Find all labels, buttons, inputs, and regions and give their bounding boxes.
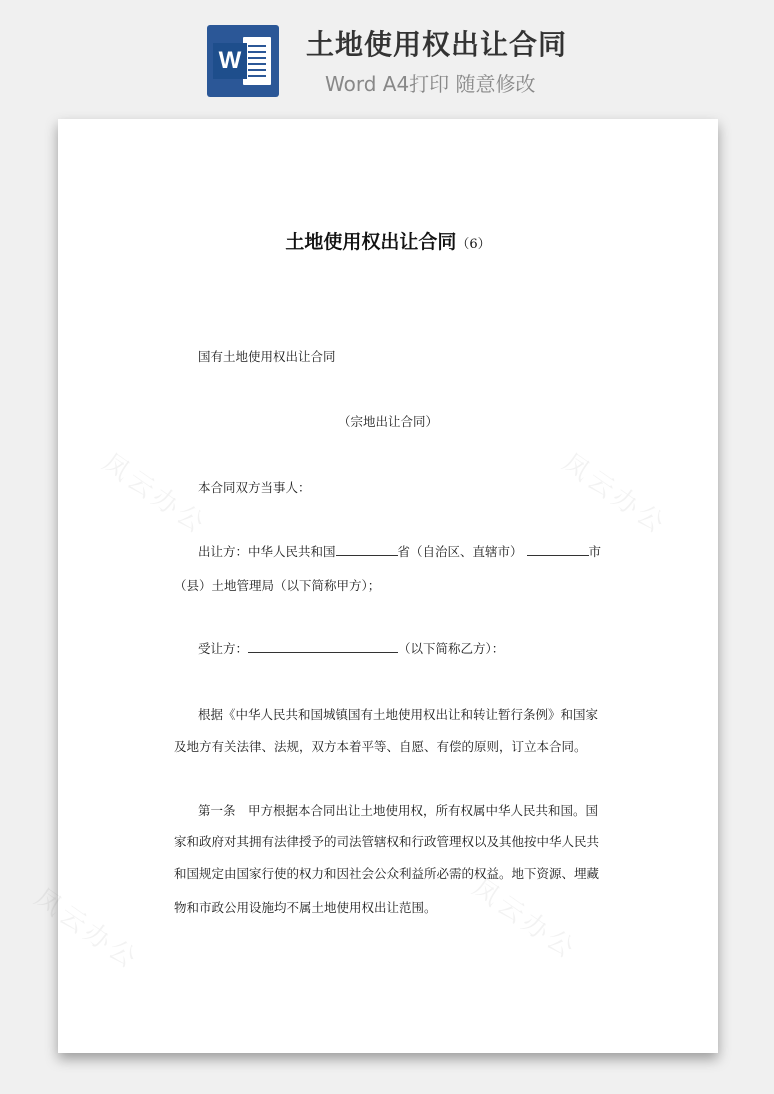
city-blank[interactable] [527,543,589,556]
basis-line-2: 及地方有关法律、法规，双方本着平等、自愿、有偿的原则，订立本合同。 [174,739,587,754]
grantor-province-label: 省（自治区、直辖市） [397,544,523,559]
grantor-prefix: 出让方：中华人民共和国 [198,544,336,559]
article-1-line-1: 第一条 甲方根据本合同出让土地使用权，所有权属中华人民共和国。国 [198,803,599,818]
basis-line-1: 根据《中华人民共和国城镇国有土地使用权出让和转让暂行条例》和国家 [198,707,599,722]
contract-heading: 国有土地使用权出让合同 [198,349,336,364]
document-page [28,119,718,1053]
header-subtitle: Word A4打印 随意修改 [325,72,536,96]
grantor-city-label: 市 [588,544,602,559]
document-title [58,227,718,260]
word-document-icon [207,25,279,97]
watermark: 凤云办公 [28,882,145,977]
grantee-blank[interactable] [248,640,398,653]
watermark: 凤云办公 [556,447,673,542]
header-title: 土地使用权出让合同 [306,28,568,61]
grantee-suffix: （以下简称乙方）： [398,641,505,656]
word-letter-tile: W [213,43,247,79]
watermark: 凤云办公 [96,447,213,542]
grantee-line [198,639,504,657]
document-title-number: （6） [456,237,491,252]
parties-intro: 本合同双方当事人： [198,480,311,495]
document-title-text: 土地使用权出让合同 [285,231,457,253]
article-1-line-4: 物和市政公用设施均不属土地使用权出让范围。 [174,900,437,915]
article-1-line-3: 和国规定由国家行使的权力和因社会公众利益所必需的权益。地下资源、埋藏 [174,866,600,881]
province-blank[interactable] [336,543,398,556]
contract-subheading: （宗地出让合同） [337,414,438,429]
document-lines-icon [243,37,271,85]
grantor-line-1 [198,542,601,560]
grantee-prefix: 受让方： [198,641,249,656]
grantor-line-2: （县）土地管理局（以下简称甲方）； [174,578,381,593]
watermark: 凤云办公 [466,872,583,967]
article-1-line-2: 家和政府对其拥有法律授予的司法管辖权和行政管理权以及其他按中华人民共 [174,834,600,849]
page-header [0,0,774,110]
